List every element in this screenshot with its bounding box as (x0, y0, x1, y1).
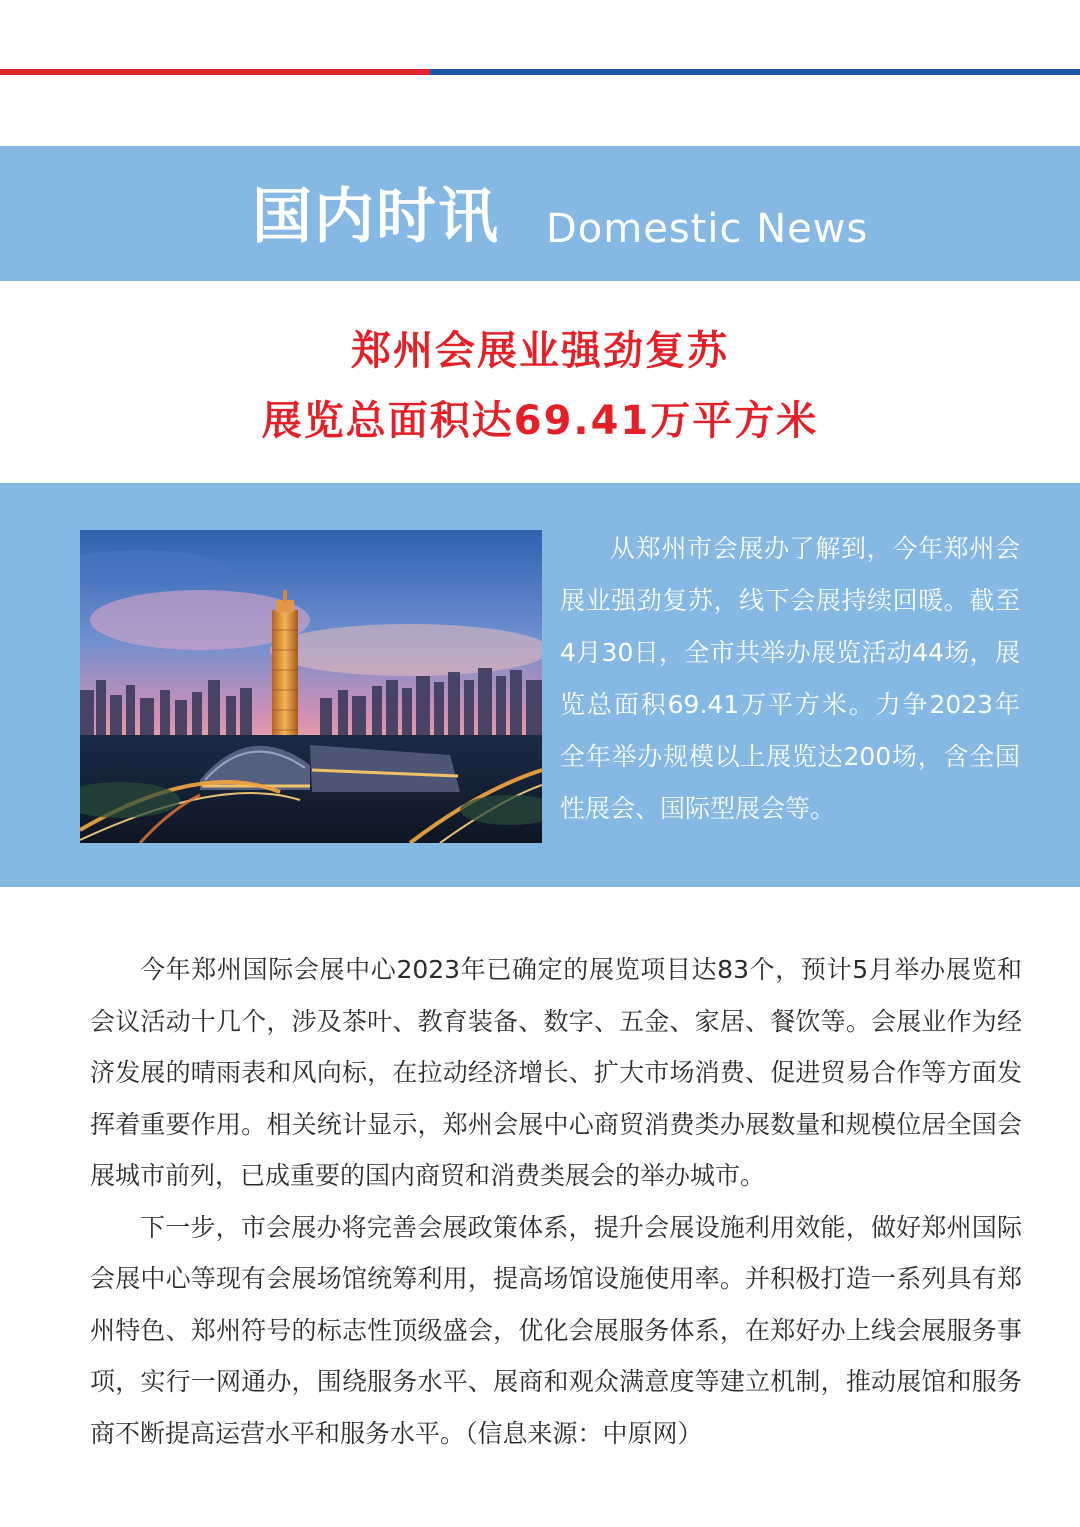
headline-line2: 展览总面积达69.41万平方米 (261, 398, 819, 444)
top-divider-blue (430, 69, 1080, 75)
headline-line1: 郑州会展业强劲复苏 (351, 328, 729, 374)
section-title-cn: 国内时讯 (252, 182, 500, 252)
section-title-en: Domestic News (546, 206, 869, 252)
article-body (90, 944, 1022, 1459)
section-banner (0, 146, 1080, 281)
convention-center-photo (80, 530, 542, 843)
top-divider (0, 68, 1080, 76)
lead-paragraph: 从郑州市会展办了解到，今年郑州会展业强劲复苏，线下会展持续回暖。截至4月30日，全市共举办展览活动44场，展览总面积69.41万平方米。力争2023年全年举办规模以上展览达200场，含全国性展会、国际型展会等。 (560, 534, 1020, 823)
top-divider-red (0, 69, 430, 75)
lead-panel (0, 483, 1080, 887)
body-paragraph-2: 下一步，市会展办将完善会展政策体系，提升会展设施利用效能，做好郑州国际会展中心等现有会展场馆统筹利用，提高场馆设施使用率。并积极打造一系列具有郑州特色、郑州符号的标志性顶级盛会，优化会展服务体系，在郑好办上线会展服务事项，实行一网通办，围绕服务水平、展商和观众满意度等建立机制，推动展馆和服务商不断提高运营水平和服务水平。（信息来源：中原网） (90, 1212, 1022, 1448)
lead-text (560, 523, 1020, 835)
body-paragraph-1: 今年郑州国际会展中心2023年已确定的展览项目达83个，预计5月举办展览和会议活动十几个，涉及茶叶、教育装备、数字、五金、家居、餐饮等。会展业作为经济发展的晴雨表和风向标，在拉动经济增长、扩大市场消费、促进贸易合作等方面发挥着重要作用。相关统计显示，郑州会展中心商贸消费类办展数量和规模位居全国会展城市前列，已成重要的国内商贸和消费类展会的举办城市。 (90, 955, 1022, 1190)
